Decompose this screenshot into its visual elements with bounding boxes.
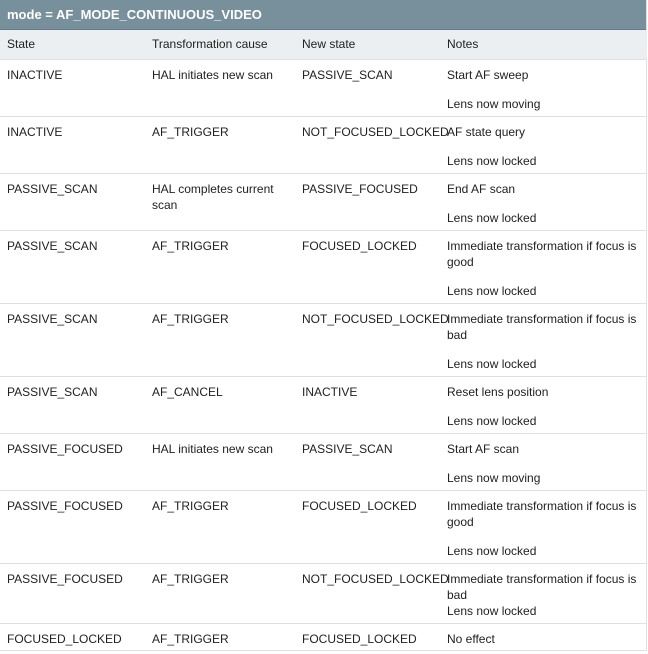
note-spacer bbox=[447, 140, 643, 153]
cell-state: PASSIVE_SCAN bbox=[0, 303, 145, 376]
cell-notes bbox=[440, 116, 647, 173]
note-text: No effect bbox=[447, 631, 495, 646]
cell-new-state: NOT_FOCUSED_LOCKED bbox=[295, 563, 440, 623]
mode-header: mode = AF_MODE_CONTINUOUS_VIDEO bbox=[0, 0, 646, 30]
note-text: Start AF scan bbox=[447, 441, 520, 456]
note-text: Lens now moving bbox=[447, 96, 541, 111]
cell-new-state: PASSIVE_SCAN bbox=[295, 433, 440, 490]
note-text: Immediate transformation if focus is good bbox=[447, 498, 637, 529]
note-text: Lens now moving bbox=[447, 470, 541, 485]
cell-new-state: FOCUSED_LOCKED bbox=[295, 490, 440, 563]
note-text: Lens now locked bbox=[447, 413, 537, 428]
cell-state: PASSIVE_SCAN bbox=[0, 173, 145, 230]
cell-new-state: FOCUSED_LOCKED bbox=[295, 623, 440, 650]
cell-new-state: PASSIVE_SCAN bbox=[295, 59, 440, 116]
cell-state: FOCUSED_LOCKED bbox=[0, 623, 145, 650]
note-text: Immediate transformation if focus is good bbox=[447, 238, 637, 269]
note-spacer bbox=[447, 270, 643, 283]
cell-transformation-cause: AF_TRIGGER bbox=[145, 303, 295, 376]
table-row bbox=[0, 623, 647, 650]
cell-state: INACTIVE bbox=[0, 116, 145, 173]
table-row bbox=[0, 116, 647, 173]
table-row bbox=[0, 230, 647, 303]
cell-transformation-cause: HAL completes current scan bbox=[145, 173, 295, 230]
cell-notes bbox=[440, 376, 647, 433]
cell-notes bbox=[440, 173, 647, 230]
header-state: State bbox=[0, 30, 145, 59]
note-spacer bbox=[447, 457, 643, 470]
note-text: Lens now locked bbox=[447, 356, 537, 371]
note-text: AF state query bbox=[447, 124, 526, 139]
note-text: Lens now locked bbox=[447, 543, 537, 558]
cell-transformation-cause: AF_TRIGGER bbox=[145, 623, 295, 650]
table-row bbox=[0, 173, 647, 230]
note-text: Lens now locked bbox=[447, 210, 537, 225]
state-transition-table bbox=[0, 30, 647, 651]
note-text: End AF scan bbox=[447, 181, 516, 196]
cell-transformation-cause: AF_TRIGGER bbox=[145, 116, 295, 173]
table-row bbox=[0, 563, 647, 623]
cell-transformation-cause: AF_CANCEL bbox=[145, 376, 295, 433]
note-text: Lens now locked bbox=[447, 603, 537, 618]
cell-notes bbox=[440, 433, 647, 490]
header-transformation-cause: Transformation cause bbox=[145, 30, 295, 59]
table-body bbox=[0, 59, 647, 650]
note-spacer bbox=[447, 83, 643, 96]
note-text: Immediate transformation if focus is bad bbox=[447, 311, 637, 342]
table-row bbox=[0, 490, 647, 563]
table-row bbox=[0, 376, 647, 433]
cell-new-state: NOT_FOCUSED_LOCKED bbox=[295, 116, 440, 173]
cell-new-state: INACTIVE bbox=[295, 376, 440, 433]
cell-state: PASSIVE_FOCUSED bbox=[0, 490, 145, 563]
cell-new-state: NOT_FOCUSED_LOCKED bbox=[295, 303, 440, 376]
cell-new-state: FOCUSED_LOCKED bbox=[295, 230, 440, 303]
cell-state: PASSIVE_SCAN bbox=[0, 230, 145, 303]
cell-state: PASSIVE_FOCUSED bbox=[0, 563, 145, 623]
cell-transformation-cause: AF_TRIGGER bbox=[145, 563, 295, 623]
note-spacer bbox=[447, 343, 643, 356]
note-spacer bbox=[447, 530, 643, 543]
cell-new-state: PASSIVE_FOCUSED bbox=[295, 173, 440, 230]
note-text: Lens now locked bbox=[447, 283, 537, 298]
note-text: Immediate transformation if focus is bad bbox=[447, 571, 637, 602]
note-spacer bbox=[447, 197, 643, 210]
cell-transformation-cause: HAL initiates new scan bbox=[145, 433, 295, 490]
note-text: Lens now locked bbox=[447, 153, 537, 168]
table-header-row bbox=[0, 30, 647, 59]
header-new-state: New state bbox=[295, 30, 440, 59]
cell-state: PASSIVE_FOCUSED bbox=[0, 433, 145, 490]
cell-transformation-cause: HAL initiates new scan bbox=[145, 59, 295, 116]
cell-notes bbox=[440, 59, 647, 116]
cell-notes bbox=[440, 303, 647, 376]
note-spacer bbox=[447, 400, 643, 413]
header-notes: Notes bbox=[440, 30, 647, 59]
table-row bbox=[0, 59, 647, 116]
cell-notes bbox=[440, 230, 647, 303]
cell-state: INACTIVE bbox=[0, 59, 145, 116]
cell-notes bbox=[440, 490, 647, 563]
cell-notes bbox=[440, 563, 647, 623]
table-row bbox=[0, 433, 647, 490]
cell-notes bbox=[440, 623, 647, 650]
cell-state: PASSIVE_SCAN bbox=[0, 376, 145, 433]
note-text: Reset lens position bbox=[447, 384, 549, 399]
note-text: Start AF sweep bbox=[447, 67, 529, 82]
table-row bbox=[0, 303, 647, 376]
cell-transformation-cause: AF_TRIGGER bbox=[145, 490, 295, 563]
cell-transformation-cause: AF_TRIGGER bbox=[145, 230, 295, 303]
